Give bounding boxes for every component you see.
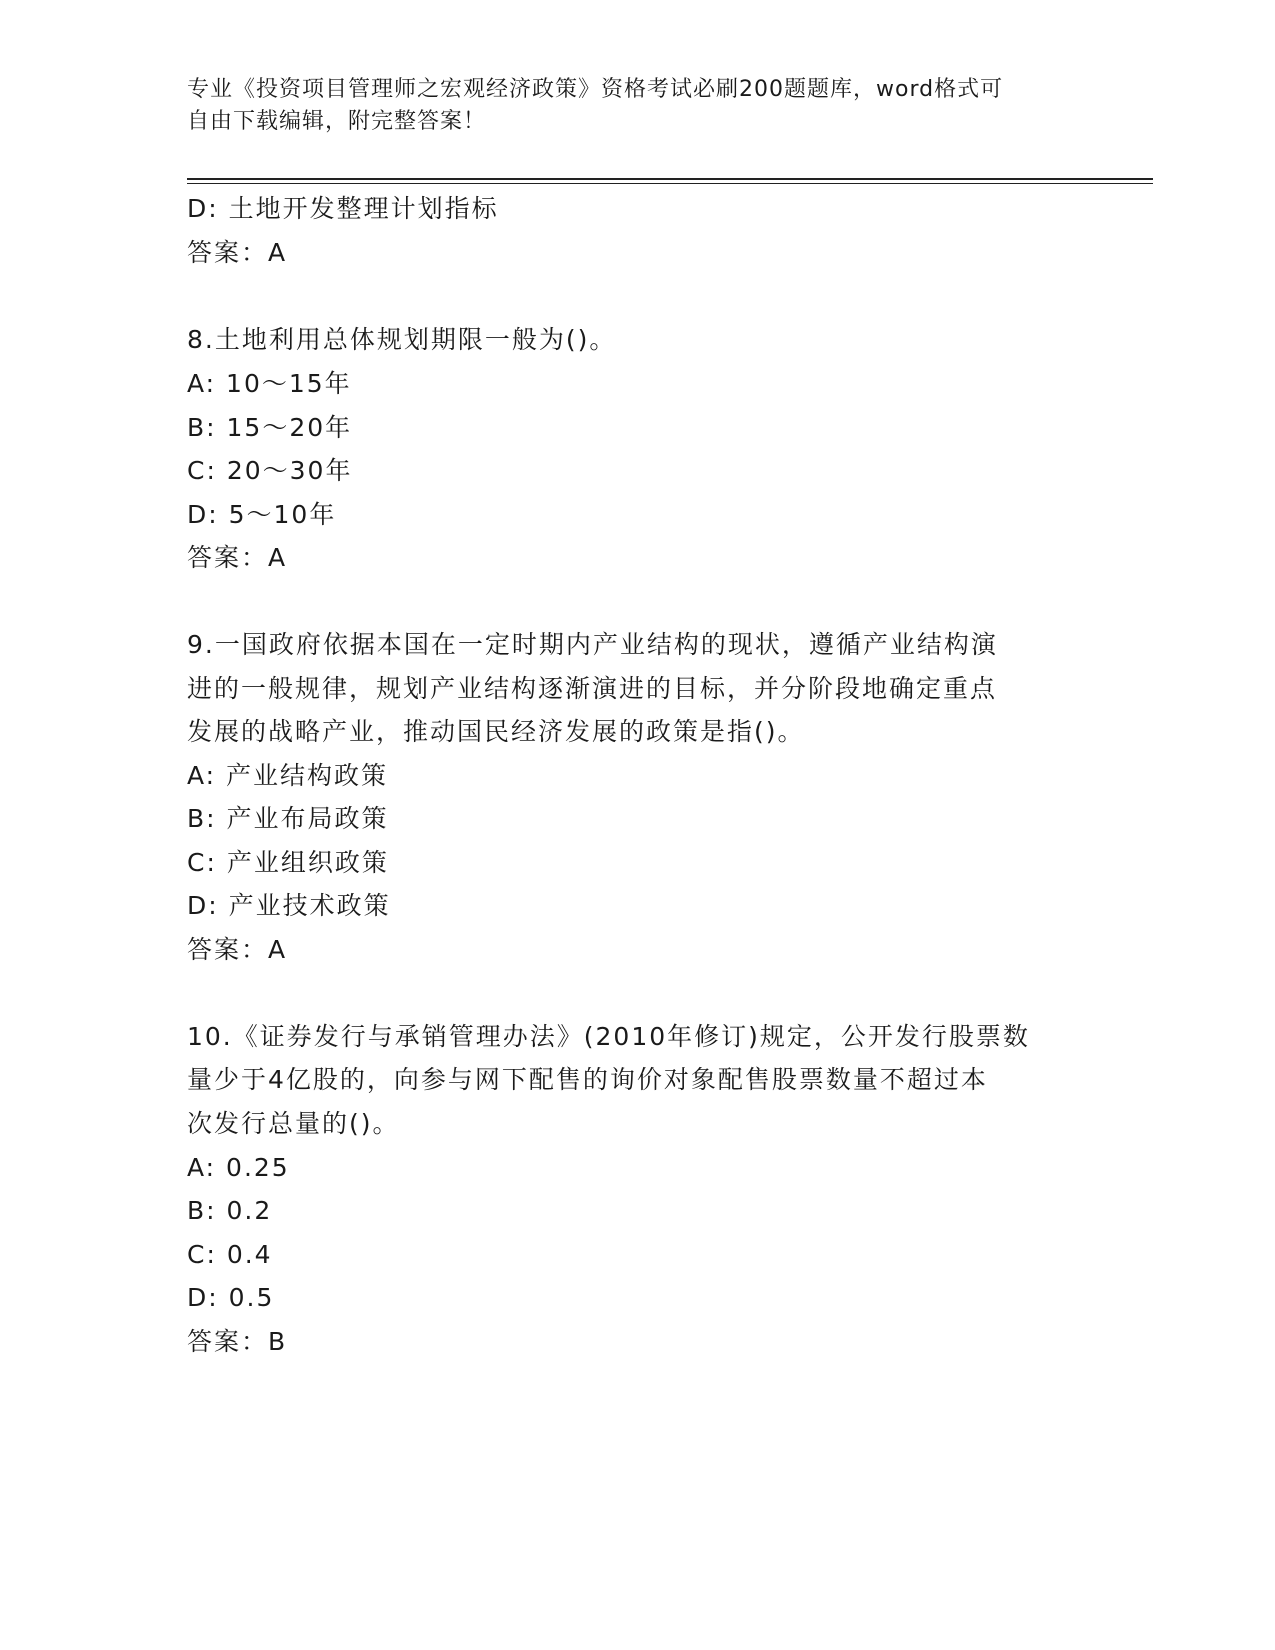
header-rule-thin [187,183,1153,184]
q10-option-a: A: 0.25 [187,1153,290,1182]
q9-stem-line-2: 进的一般规律，规划产业结构逐渐演进的目标，并分阶段地确定重点 [187,674,998,703]
q10-stem-line-1: 10.《证券发行与承销管理办法》(2010年修订)规定，公开发行股票数 [187,1022,1030,1051]
q10-option-c: C: 0.4 [187,1240,273,1269]
q9-stem-line-3: 发展的战略产业，推动国民经济发展的政策是指()。 [187,717,805,746]
header-rule-thick [187,178,1153,180]
q9-answer: 答案：A [187,935,288,964]
q9-option-a: A: 产业结构政策 [187,761,389,790]
q8-answer: 答案：A [187,543,288,572]
q9-stem-line-1: 9.一国政府依据本国在一定时期内产业结构的现状，遵循产业结构演 [187,630,998,659]
q8-option-d: D: 5～10年 [187,500,337,529]
fragment-option-d: D: 土地开发整理计划指标 [187,194,499,223]
q10-option-d: D: 0.5 [187,1283,275,1312]
q9-option-c: C: 产业组织政策 [187,848,389,877]
page-header [187,74,1087,138]
q10-answer: 答案：B [187,1327,288,1356]
q8-stem: 8.土地利用总体规划期限一般为()。 [187,325,617,354]
q9-option-b: B: 产业布局政策 [187,804,389,833]
q8-option-b: B: 15～20年 [187,413,353,442]
q9-option-d: D: 产业技术政策 [187,891,391,920]
q8-option-c: C: 20～30年 [187,456,353,485]
q10-stem-line-2: 量少于4亿股的，向参与网下配售的询价对象配售股票数量不超过本 [187,1065,988,1094]
header-line-2: 自由下载编辑，附完整答案！ [187,109,487,134]
q10-stem-line-3: 次发行总量的()。 [187,1109,400,1138]
q8-option-a: A: 10～15年 [187,369,352,398]
header-line-1: 专业《投资项目管理师之宏观经济政策》资格考试必刷200题题库，word格式可 [187,77,1004,102]
fragment-answer: 答案：A [187,238,288,267]
q10-option-b: B: 0.2 [187,1196,273,1225]
